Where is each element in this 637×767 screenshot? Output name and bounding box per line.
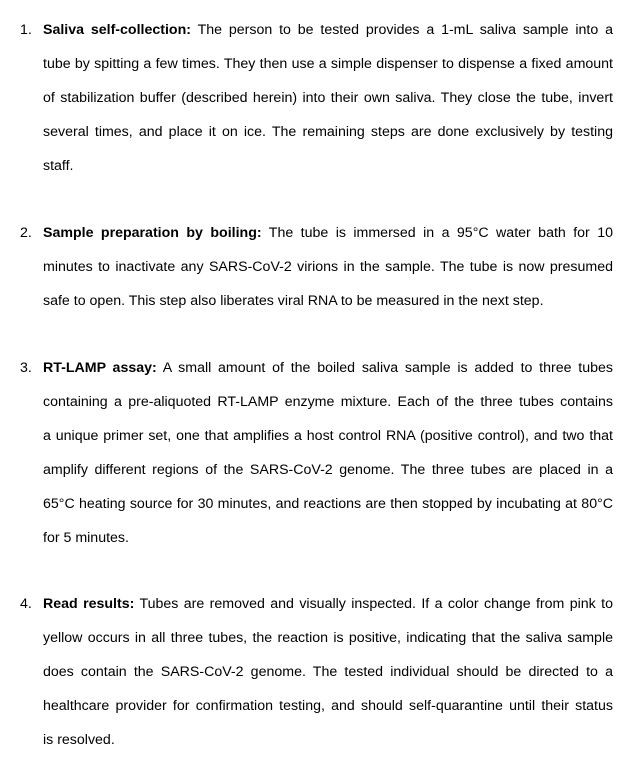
step-line: 65°C heating source for 30 minutes, and reactions are then stopped by incubating at 80°C	[43, 496, 613, 512]
step-line	[43, 216, 613, 250]
step-line: healthcare provider for confirmation testing, and should self-quarantine until their status	[43, 698, 613, 714]
step-line: is resolved.	[43, 732, 115, 748]
step-text: A small amount of the boiled saliva sample is added to three tubes	[162, 360, 613, 376]
step-line: safe to open. This step also liberates viral RNA to be measured in the next step.	[43, 293, 544, 309]
step-line	[43, 13, 613, 47]
step-line: for 5 minutes.	[43, 530, 129, 546]
step-line	[43, 587, 613, 621]
step-heading: Sample preparation by boiling:	[43, 225, 262, 241]
step-number: 4.	[20, 596, 32, 612]
step-number: 3.	[20, 360, 32, 376]
step-line: several times, and place it on ice. The remaining steps are done exclusively by testing	[43, 124, 613, 140]
step-heading: Saliva self-collection:	[43, 22, 191, 38]
step-text: The person to be tested provides a 1-mL saliva sample into a	[197, 22, 614, 38]
step-line: containing a pre-aliquoted RT-LAMP enzyme mixture. Each of the three tubes contains	[43, 394, 613, 410]
step-number: 1.	[20, 22, 32, 38]
step-line: of stabilization buffer (described herein) into their own saliva. They close the tube, invert	[43, 90, 613, 106]
step-number: 2.	[20, 225, 32, 241]
step-line: minutes to inactivate any SARS-CoV-2 virions in the sample. The tube is now presumed	[43, 259, 613, 275]
step-line: tube by spitting a few times. They then use a simple dispenser to dispense a fixed amount	[43, 56, 613, 72]
step-line	[43, 351, 613, 385]
step-heading: Read results:	[43, 596, 135, 612]
step-text: The tube is immersed in a 95°C water bath for 10	[268, 225, 614, 241]
step-line: does contain the SARS-CoV-2 genome. The tested individual should be directed to a	[43, 664, 613, 680]
step-line: staff.	[43, 158, 74, 174]
step-text: Tubes are removed and visually inspected. If a color change from pink to	[139, 596, 613, 612]
step-line: yellow occurs in all three tubes, the reaction is positive, indicating that the saliva sample	[43, 630, 613, 646]
step-line: amplify different regions of the SARS-CoV-2 genome. The three tubes are placed in a	[43, 462, 613, 478]
step-line: a unique primer set, one that amplifies a host control RNA (positive control), and two that	[43, 428, 613, 444]
step-heading: RT-LAMP assay:	[43, 360, 157, 376]
